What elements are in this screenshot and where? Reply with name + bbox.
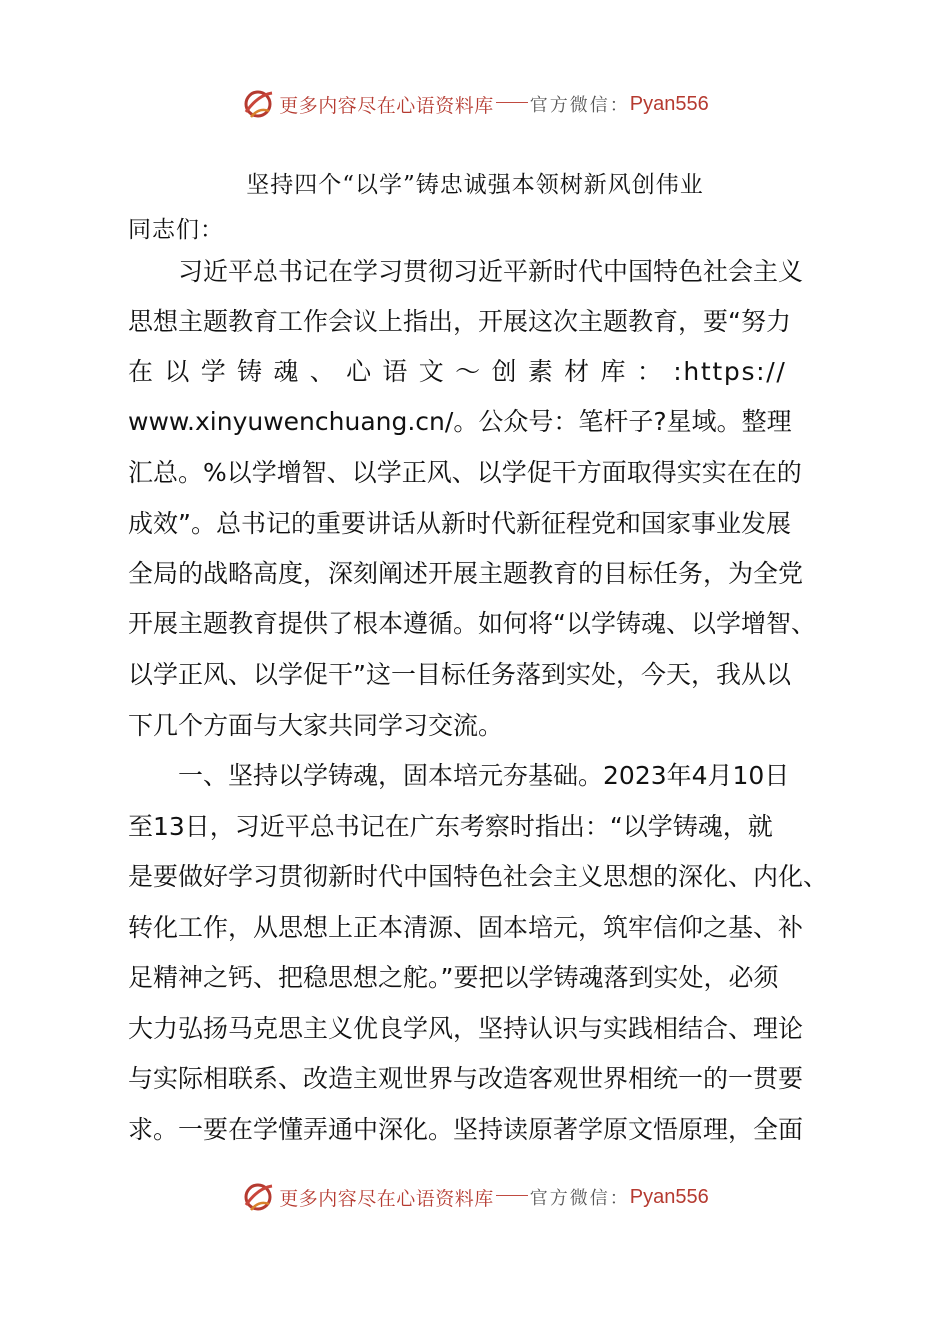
ribbon-logo-icon <box>241 1180 275 1214</box>
banner-wechat-id: Pyan556 <box>629 1185 709 1208</box>
banner-wechat-label: 官方微信： <box>529 95 630 116</box>
footer-banner <box>0 1177 950 1217</box>
body-line: 成效”。总书记的重要讲话从新时代新征程党和国家事业发展 <box>128 509 791 538</box>
body-line: 以学正风、以学促干”这一目标任务落到实处，今天，我从以 <box>128 660 791 689</box>
header-banner <box>0 84 950 124</box>
ribbon-logo-icon <box>241 87 275 121</box>
body-line: 在 以 学 铸 魂 、 心 语 文 ～ 创 素 材 库 ： :https:// <box>128 357 787 386</box>
body-line: 与实际相联系、改造主观世界与改造客观世界相统一的一贯要 <box>128 1064 804 1093</box>
body-line: 开展主题教育提供了根本遵循。如何将“以学铸魂、以学增智、 <box>128 609 816 638</box>
banner-slogan: 更多内容尽在心语资料库 <box>279 1187 494 1210</box>
body-line: 汇总。%以学增智、以学正风、以学促干方面取得实实在在的 <box>128 458 802 487</box>
body-line: www.xinyuwenchuang.cn/。公众号：笔杆子?星域。整理 <box>128 407 792 436</box>
section-heading-line: 一、坚持以学铸魂，固本培元夯基础。2023年4月10日 <box>178 761 790 790</box>
body-line: 至13日，习近平总书记在广东考察时指出：“以学铸魂，就 <box>128 812 773 841</box>
body-line: 足精神之钙、把稳思想之舵。”要把以学铸魂落到实处，必须 <box>128 963 779 992</box>
body-line: 全局的战略高度，深刻阐述开展主题教育的目标任务，为全党 <box>128 559 804 588</box>
banner-wechat-label: 官方微信： <box>529 1188 630 1209</box>
document-title: 坚持四个“以学”铸忠诚强本领树新风创伟业 <box>246 172 704 198</box>
body-line: 习近平总书记在学习贯彻习近平新时代中国特色社会主义 <box>178 257 804 286</box>
salutation: 同志们： <box>128 217 224 243</box>
banner-wechat-id: Pyan556 <box>629 92 709 115</box>
banner-slogan: 更多内容尽在心语资料库 <box>279 94 494 117</box>
body-line: 思想主题教育工作会议上指出，开展这次主题教育，要“努力 <box>128 307 791 336</box>
body-line: 下几个方面与大家共同学习交流。 <box>128 711 504 740</box>
body-line: 求。一要在学懂弄通中深化。坚持读原著学原文悟原理，全面 <box>128 1115 804 1144</box>
banner-dash <box>496 102 528 103</box>
body-line: 转化工作，从思想上正本清源、固本培元，筑牢信仰之基、补 <box>128 913 804 942</box>
body-line: 大力弘扬马克思主义优良学风，坚持认识与实践相结合、理论 <box>128 1014 804 1043</box>
banner-dash <box>496 1195 528 1196</box>
body-line: 是要做好学习贯彻新时代中国特色社会主义思想的深化、内化、 <box>128 862 829 891</box>
